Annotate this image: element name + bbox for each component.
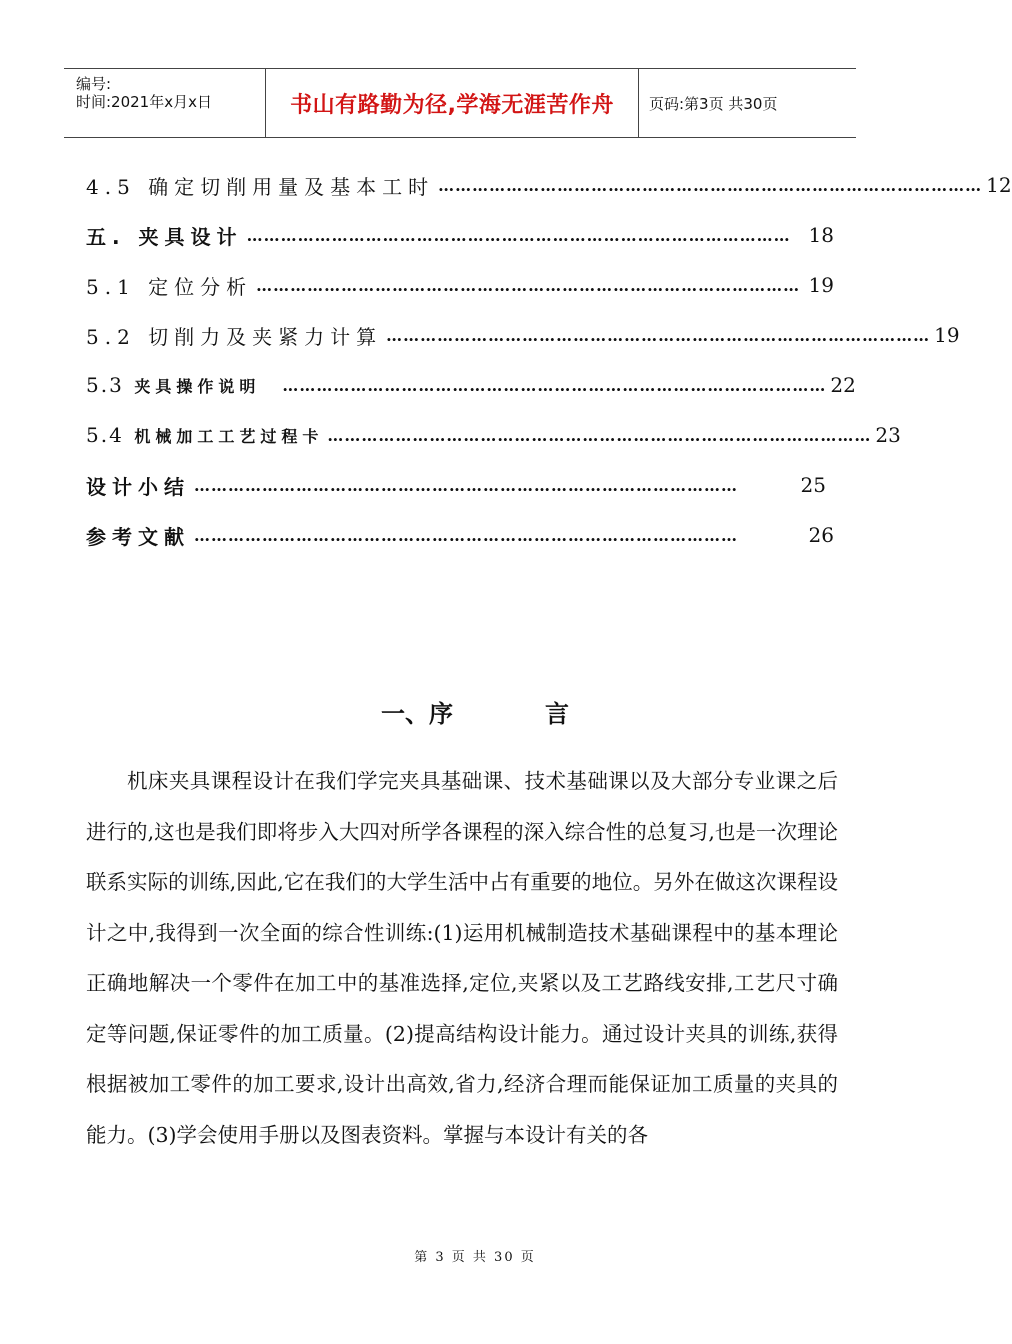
toc-entry-number: 5.3 — [86, 373, 124, 397]
toc-entry-label: 设计小结 — [86, 474, 190, 499]
toc-entry-page: 25 — [800, 473, 826, 497]
toc-entry-number: 5.4 — [86, 423, 124, 447]
toc-leader-dots: …………………………………………………………………………………… — [282, 375, 827, 395]
header-page-info: 页码:第3页 共30页 — [649, 94, 778, 113]
toc-leader-dots: …………………………………………………………………………………… — [256, 275, 801, 295]
section-body — [86, 756, 838, 1160]
toc-entry-page: 26 — [808, 523, 834, 547]
toc-entry[interactable] — [86, 370, 856, 400]
toc-entry-label: 5.2 切削力及夹紧力计算 — [86, 324, 383, 349]
page-footer: 第 3 页 共 30 页 — [414, 1250, 536, 1265]
body-paragraph: 机床夹具课程设计在我们学完夹具基础课、技术基础课以及大部分专业课之后进行的,这也是我们即将步入大四对所学各课程的深入综合性的总复习,也是一次理论联系实际的训练,因此,它在我们的大学生活中占有重要的地位。另外在做这次课程设计之中,我得到一次全面的综合性训练:(1)运用机械制造技术基础课程中的基本理论正确地解决一个零件在加工中的基准选择,定位,夹紧以及工艺路线安排,工艺尺寸确定等问题,保证零件的加工质量。(2)提高结构设计能力。通过设计夹具的训练,获得根据被加工零件的加工要求,设计出高效,省力,经济合理而能保证加工质量的夹具的能力。(3)学会使用手册以及图表资料。掌握与本设计有关的各 — [86, 769, 838, 1147]
toc-entry-page: 19 — [808, 273, 834, 297]
toc-leader-dots: …………………………………………………………………………………… — [194, 525, 738, 545]
toc-entry[interactable] — [86, 170, 1012, 200]
section-title — [0, 694, 950, 729]
toc-entry[interactable] — [86, 470, 826, 500]
document-time-label: 时间:2021年x月x日 — [76, 93, 212, 111]
toc-entry-label — [86, 423, 323, 447]
toc-entry-page: 19 — [934, 323, 960, 347]
section-title-part1: 一、序 — [381, 700, 453, 728]
toc-leader-dots: …………………………………………………………………………………… — [386, 325, 931, 345]
toc-leader-dots: …………………………………………………………………………………… — [194, 475, 738, 495]
toc-entry-label: 5.1 定位分析 — [86, 274, 253, 299]
toc-leader-dots: …………………………………………………………………………………… — [327, 425, 872, 445]
toc-entry-label: 参考文献 — [86, 524, 190, 549]
header-motto: 书山有路勤为径,学海无涯苦作舟 — [266, 69, 639, 137]
toc-entry-page: 12 — [986, 173, 1012, 197]
toc-entry[interactable] — [86, 270, 834, 300]
toc-entry-title: 夹具操作说明 — [134, 377, 261, 396]
toc-entry-label — [86, 373, 260, 397]
toc-entry[interactable] — [86, 320, 960, 350]
toc-entry-page: 23 — [875, 423, 901, 447]
toc-leader-dots: …………………………………………………………………………………… — [246, 225, 791, 245]
document-number-label: 编号: — [76, 75, 112, 93]
toc-entry-page: 18 — [808, 223, 834, 247]
header-table — [64, 68, 856, 138]
toc-entry[interactable] — [86, 220, 834, 250]
toc-entry[interactable] — [86, 420, 901, 450]
toc-leader-dots: …………………………………………………………………………………… — [438, 175, 983, 195]
toc-entry[interactable] — [86, 520, 834, 550]
section-title-part2: 言 — [545, 700, 569, 728]
toc-entry-label: 4.5 确定切削用量及基本工时 — [86, 174, 435, 199]
toc-entry-label: 五. 夹具设计 — [86, 224, 243, 249]
header-meta-cell — [64, 69, 266, 137]
toc-entry-page: 22 — [830, 373, 856, 397]
toc-entry-title: 机械加工工艺过程卡 — [134, 427, 324, 446]
